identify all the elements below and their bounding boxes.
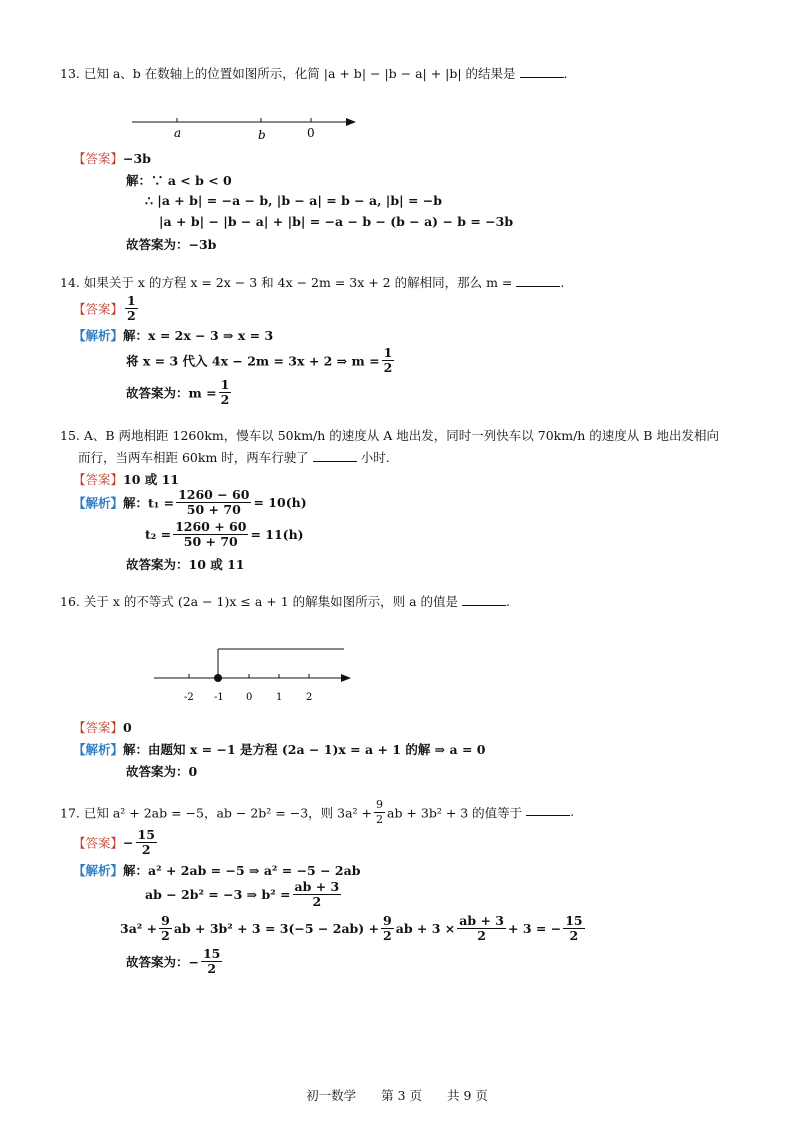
q13-sol3: |a + b| − |b − a| + |b| = −a − b − (b − a) − b = −3b xyxy=(159,214,514,229)
q13-final: 故答案为：−3b xyxy=(126,237,217,252)
svg-text:2: 2 xyxy=(306,692,313,703)
q13-stem: 13. 已知 a、b 在数轴上的位置如图所示，化简 |a + b| − |b − a| + |b| 的结果是 . xyxy=(60,66,568,81)
q17-sol2: ab − 2b² = −3 ⇒ b² = $\frac{ab + 3}{2}$ xyxy=(145,879,340,909)
answer-blank xyxy=(526,805,570,816)
q15-t1: 【解析】解：t₁ = $\frac{1260 - 60}{50 + 70}$ = 10(h) xyxy=(73,487,307,517)
q17-sol3: 3a² + $\frac{9}{2}$ ab + 3b² + 3 = 3(−5 − 2ab) + $\frac{9}{2}$ ab + 3 × $\frac{ab + 3}{2}$ + 3 = − $\frac{15}{2}$ xyxy=(120,913,583,943)
q15-answer: 【答案】10 或 11 xyxy=(73,472,180,487)
q15-stem1: 15. A、B 两地相距 1260km，慢车以 50km/h 的速度从 A 地出发，同时一列快车以 70km/h 的速度从 B 地出发相向 xyxy=(60,428,719,443)
q15-stem2: 而行，当两车相距 60km 时，两车行驶了 小时. xyxy=(78,450,390,465)
page-footer: 初一数学 第 3 页 共 9 页 xyxy=(306,1088,488,1103)
q14-sol1: 【解析】解：x = 2x − 3 ⇒ x = 3 xyxy=(73,328,274,343)
q14-final: 故答案为：m = $\frac{1}{2}$ xyxy=(126,377,230,407)
q15-final: 故答案为：10 或 11 xyxy=(126,557,245,572)
svg-text:-1: -1 xyxy=(214,692,224,703)
q14-sol2: 将 x = 3 代入 4x − 2m = 3x + 2 ⇒ m = $\frac{1}{2}$ xyxy=(126,345,393,375)
q16-stem: 16. 关于 x 的不等式 (2a − 1)x ≤ a + 1 的解集如图所示，则 a 的值是 . xyxy=(60,594,510,609)
axis-label-b: b xyxy=(258,128,266,142)
q16-number-line xyxy=(152,640,362,710)
q17-sol1: 【解析】解：a² + 2ab = −5 ⇒ a² = −5 − 2ab xyxy=(73,863,361,878)
answer-blank xyxy=(520,67,564,78)
q16-answer: 【答案】0 xyxy=(73,720,132,735)
q16-sol1: 【解析】解：由题知 x = −1 是方程 (2a − 1)x = a + 1 的解 ⇒ a = 0 xyxy=(73,742,486,757)
q13-answer: 【答案】−3b xyxy=(73,151,151,166)
svg-text:-2: -2 xyxy=(184,692,194,703)
svg-text:0: 0 xyxy=(246,692,253,703)
q13-sol1: 解：∵ a < b < 0 xyxy=(126,173,232,188)
q15-t2: t₂ = $\frac{1260 + 60}{50 + 70}$ = 11(h) xyxy=(145,519,304,549)
solid-dot xyxy=(214,674,222,682)
answer-blank xyxy=(516,276,560,287)
q17-final: 故答案为：− $\frac{15}{2}$ xyxy=(126,946,221,976)
answer-blank xyxy=(313,451,357,462)
q13-sol2: ∴ |a + b| = −a − b, |b − a| = b − a, |b| = −b xyxy=(145,193,443,208)
q13-number-line xyxy=(130,112,362,142)
axis-label-0: 0 xyxy=(307,126,315,140)
q16-final: 故答案为：0 xyxy=(126,764,198,779)
q14-stem: 14. 如果关于 x 的方程 x = 2x − 3 和 4x − 2m = 3x + 2 的解相同，那么 m = . xyxy=(60,275,565,290)
svg-text:1: 1 xyxy=(276,692,283,703)
axis-label-a: a xyxy=(174,126,182,140)
answer-blank xyxy=(462,595,506,606)
q17-stem: 17. 已知 a² + 2ab = −5，ab − 2b² = −3，则 3a² + $\frac{9}{2}$ ab + 3b² + 3 的值等于 . xyxy=(60,798,575,826)
q17-answer: 【答案】− $\frac{15}{2}$ xyxy=(73,827,155,857)
q14-answer: 【答案】 $\frac{1}{2}$ xyxy=(73,293,136,323)
